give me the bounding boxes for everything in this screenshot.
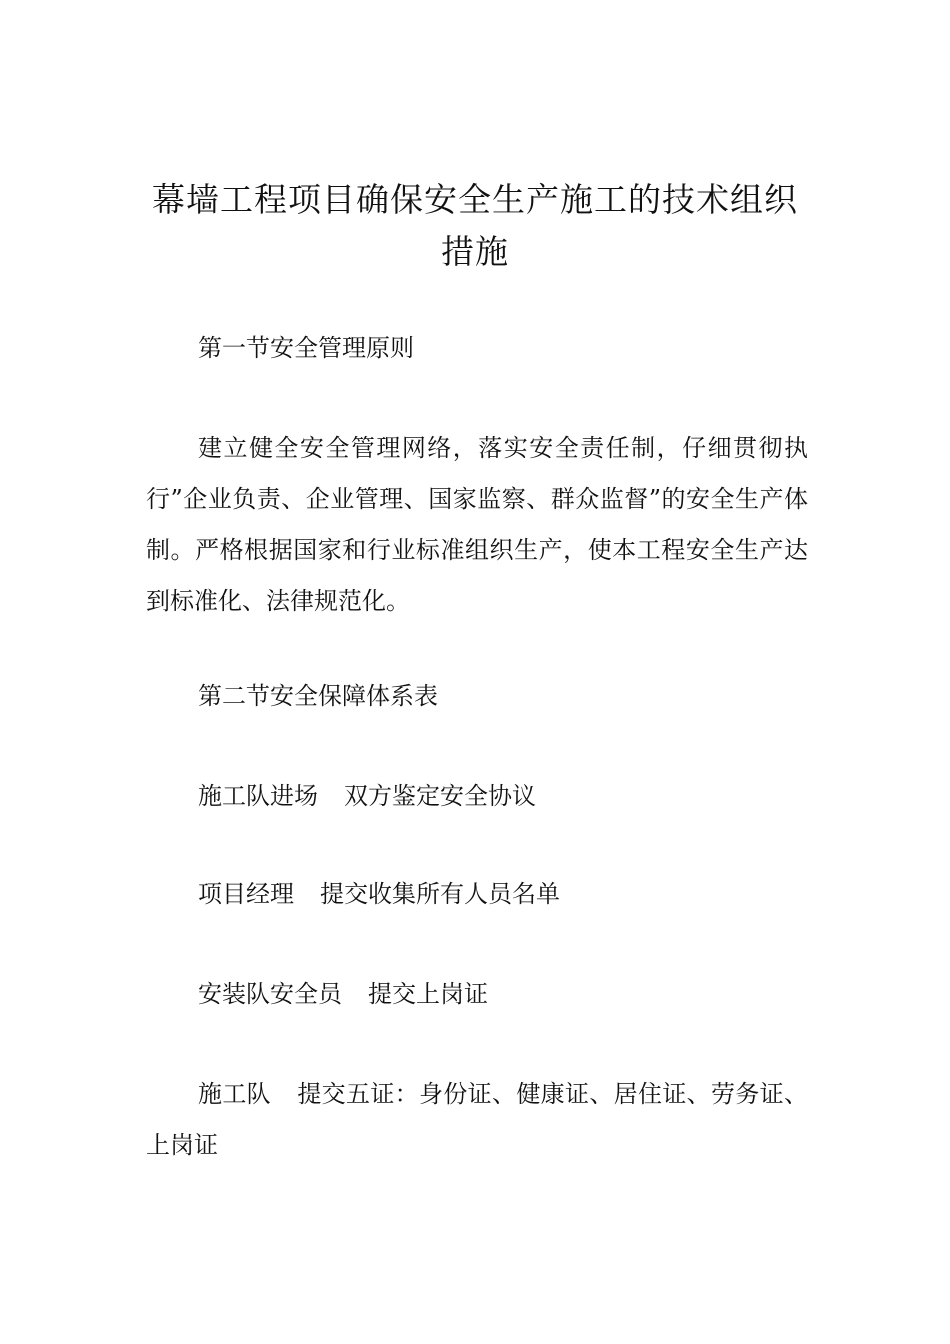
row-action: 提交五证：身份证、健康证、居住证、劳务证、上岗证 bbox=[146, 1080, 808, 1159]
table-row bbox=[146, 1069, 808, 1171]
row-role: 项目经理 bbox=[198, 880, 294, 908]
document-title: 幕墙工程项目确保安全生产施工的技术组织措施 bbox=[152, 180, 798, 271]
row-role: 安装队安全员 bbox=[198, 980, 342, 1008]
table-row bbox=[146, 771, 860, 822]
section-heading-1: 第一节安全管理原则 bbox=[198, 334, 414, 362]
table-row bbox=[146, 969, 860, 1020]
section-heading-2: 第二节安全保障体系表 bbox=[198, 682, 438, 710]
row-action: 提交收集所有人员名单 bbox=[320, 880, 560, 908]
section-1-paragraph: 建立健全安全管理网络，落实安全责任制，仔细贯彻执行”企业负责、企业管理、国家监察、群众监督”的安全生产体制。严格根据国家和行业标准组织生产，使本工程安全生产达到标准化、法律规范化。 bbox=[146, 434, 808, 615]
table-row bbox=[146, 869, 860, 920]
row-role: 施工队进场 bbox=[198, 782, 318, 810]
row-action: 双方鉴定安全协议 bbox=[344, 782, 536, 810]
row-role: 施工队 bbox=[198, 1080, 271, 1108]
row-action: 提交上岗证 bbox=[368, 980, 488, 1008]
